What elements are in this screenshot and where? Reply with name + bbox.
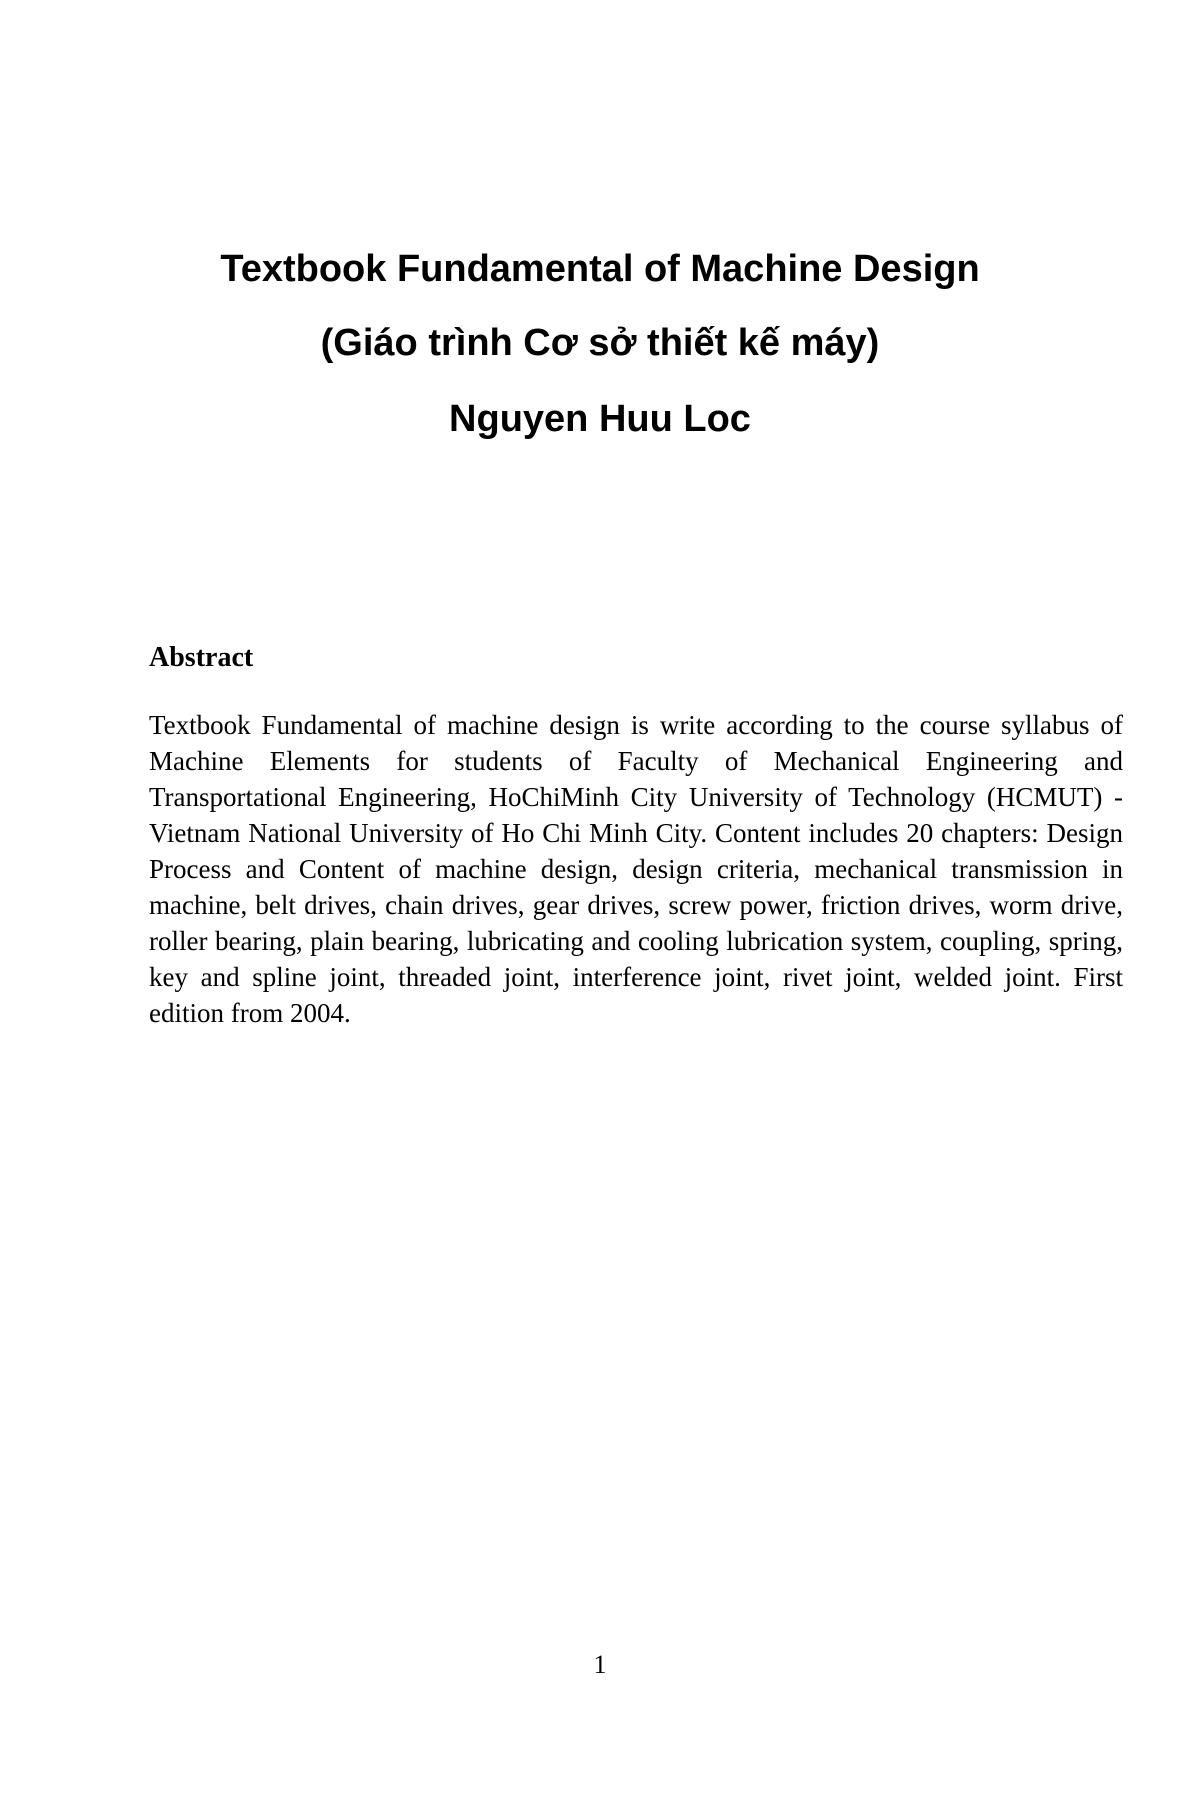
abstract-heading: Abstract [149,642,254,673]
title-block [0,250,1200,438]
abstract-section [149,641,1123,1031]
document-author: Nguyen Huu Loc [449,398,751,440]
document-title: Textbook Fundamental of Machine Design [220,248,980,290]
abstract-body: Textbook Fundamental of machine design is write according to the course syllabus of Machine Elements for students of Faculty of Mechanical Engineering and Transportational Engineering, HoChiMinh City University of Technology (HCMUT) - Vietnam National University of Ho Chi Minh City. Content includes 20 chapters: Design Process and Content of machine design, design criteria, mechanical transmission in machine, belt drives, chain drives, gear drives, screw power, friction drives, worm drive, roller bearing, plain bearing, lubricating and cooling lubrication system, coupling, spring, key and spline joint, threaded joint, interference joint, rivet joint, welded joint. First edition from 2004. [149,710,1123,1028]
document-subtitle: (Giáo trình Cơ sở thiết kế máy) [320,322,880,364]
page-number: 1 [593,1650,607,1679]
